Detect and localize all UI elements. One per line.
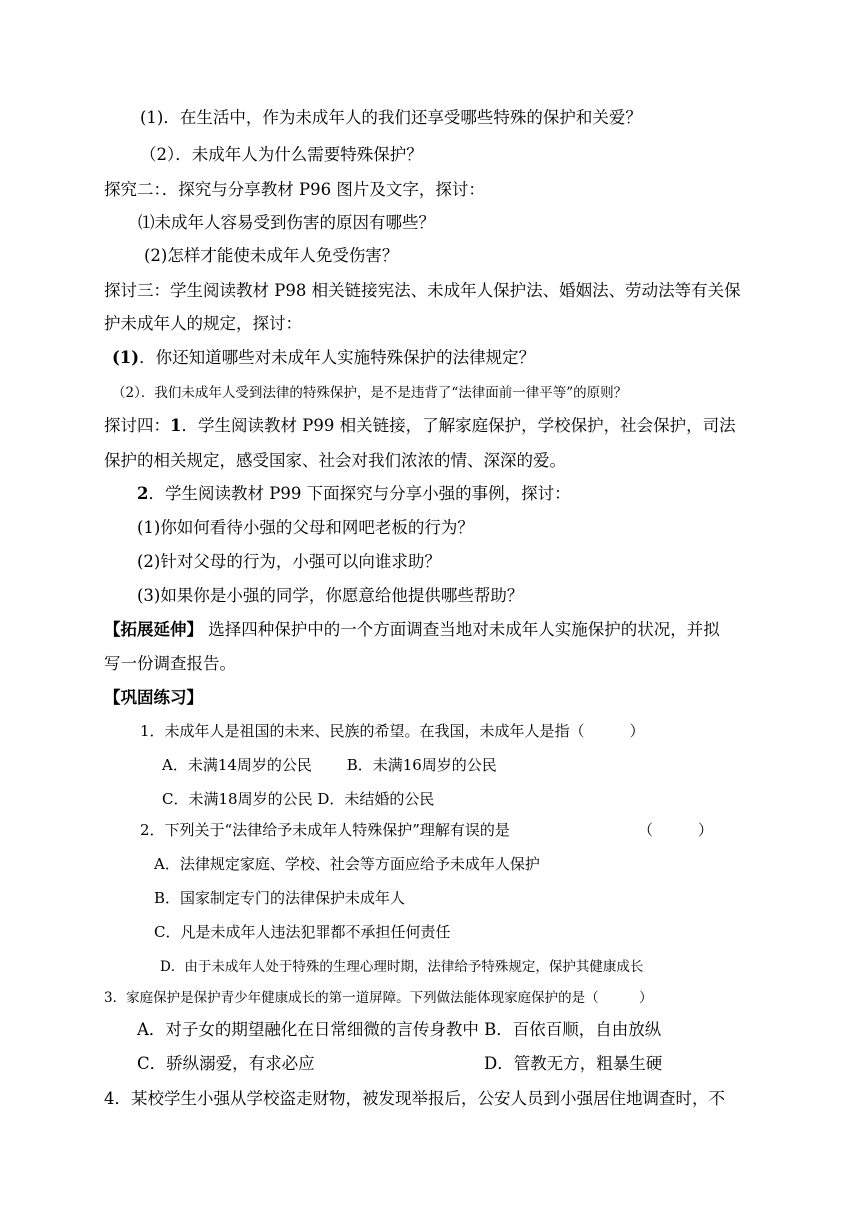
question-option: D．管教无方，粗暴生硬 — [484, 1054, 663, 1073]
section-heading: 【拓展延伸】 — [104, 620, 203, 639]
item-text: ．你还知道哪些对未成年人实施特殊保护的法律规定？ — [139, 348, 536, 367]
item-number: 1 — [170, 416, 182, 435]
item-prefix: 探讨四： — [104, 416, 170, 435]
question-option: B．国家制定专门的法律保护未成年人 — [154, 889, 406, 907]
paragraph-line: (2)怎样才能使未成年人免受伤害？ — [144, 246, 399, 265]
question-stem: 1．未成年人是祖国的未来、民族的希望。在我国，未成年人是指（ ） — [140, 722, 645, 740]
paragraph-line: 保护的相关规定，感受国家、社会对我们浓浓的情、深深的爱。 — [104, 451, 566, 470]
question-option: D．由于未成年人处于特殊的生理心理时期，法律给予特殊规定，保护其健康成长 — [160, 959, 644, 975]
paragraph-line: (2)针对父母的行为，小强可以向谁求助？ — [137, 552, 441, 571]
section-text: 选择四种保护中的一个方面调查当地对未成年人实施保护的状况，并拟 — [203, 620, 720, 639]
question-stem: 4．某校学生小强从学校盗走财物，被发现举报后，公安人员到小强居住地调查时，不 — [104, 1089, 725, 1108]
answer-parens: （ ） — [638, 821, 714, 839]
item-text: ．学生阅读教材 P99 相关链接，了解家庭保护，学校保护，社会保护，司法 — [181, 416, 736, 435]
paragraph-line: 探讨三：学生阅读教材 P98 相关链接宪法、未成年人保护法、婚姻法、劳动法等有关保 — [104, 281, 741, 300]
question-stem: 3．家庭保护是保护青少年健康成长的第一道屏障。下列做法能体现家庭保护的是（ ） — [104, 990, 653, 1006]
paragraph-line: 护未成年人的规定，探讨： — [104, 314, 302, 333]
question-stem: 2．下列关于“法律给予未成年人特殊保护”理解有误的是 — [140, 821, 510, 839]
item-number: 2 — [137, 484, 149, 503]
question-option: A．未满14周岁的公民 B．未满16周岁的公民 — [162, 756, 497, 774]
paragraph-line — [104, 618, 720, 642]
paragraph-line: （2）．未成年人为什么需要特殊保护？ — [140, 145, 423, 164]
question-option: C．骄纵溺爱，有求必应 — [137, 1054, 315, 1073]
section-heading — [104, 686, 203, 710]
paragraph-line — [104, 414, 736, 438]
item-number: (1) — [112, 348, 140, 367]
paragraph-line — [137, 482, 571, 506]
question-option: A．对子女的期望融化在日常细微的言传身教中 B．百依百顺，自由放纵 — [137, 1020, 662, 1039]
paragraph-line: 探究二：．探究与分享教材 P96 图片及文字，探讨： — [104, 180, 485, 199]
paragraph-line: (1)你如何看待小强的父母和网吧老板的行为？ — [137, 518, 474, 537]
paragraph-line: (1)．在生活中，作为未成年人的我们还享受哪些特殊的保护和关爱？ — [140, 108, 642, 127]
paragraph-line: （2）．我们未成年人受到法律的特殊保护，是不是违背了“法律面前一律平等”的原则？ — [112, 385, 628, 401]
item-text: ．学生阅读教材 P99 下面探究与分享小强的事例，探讨： — [148, 484, 571, 503]
section-heading-text: 【巩固练习】 — [104, 688, 203, 707]
paragraph-line — [112, 346, 535, 370]
question-option: A．法律规定家庭、学校、社会等方面应给予未成年人保护 — [154, 855, 540, 873]
paragraph-line: 写一份调查报告。 — [104, 654, 236, 673]
paragraph-line: ⑴未成年人容易受到伤害的原因有哪些？ — [138, 213, 435, 232]
question-option: C．凡是未成年人违法犯罪都不承担任何责任 — [154, 923, 451, 941]
question-option: C．未满18周岁的公民 D．未结婚的公民 — [162, 790, 435, 808]
paragraph-line: (3)如果你是小强的同学，你愿意给他提供哪些帮助？ — [137, 586, 524, 605]
